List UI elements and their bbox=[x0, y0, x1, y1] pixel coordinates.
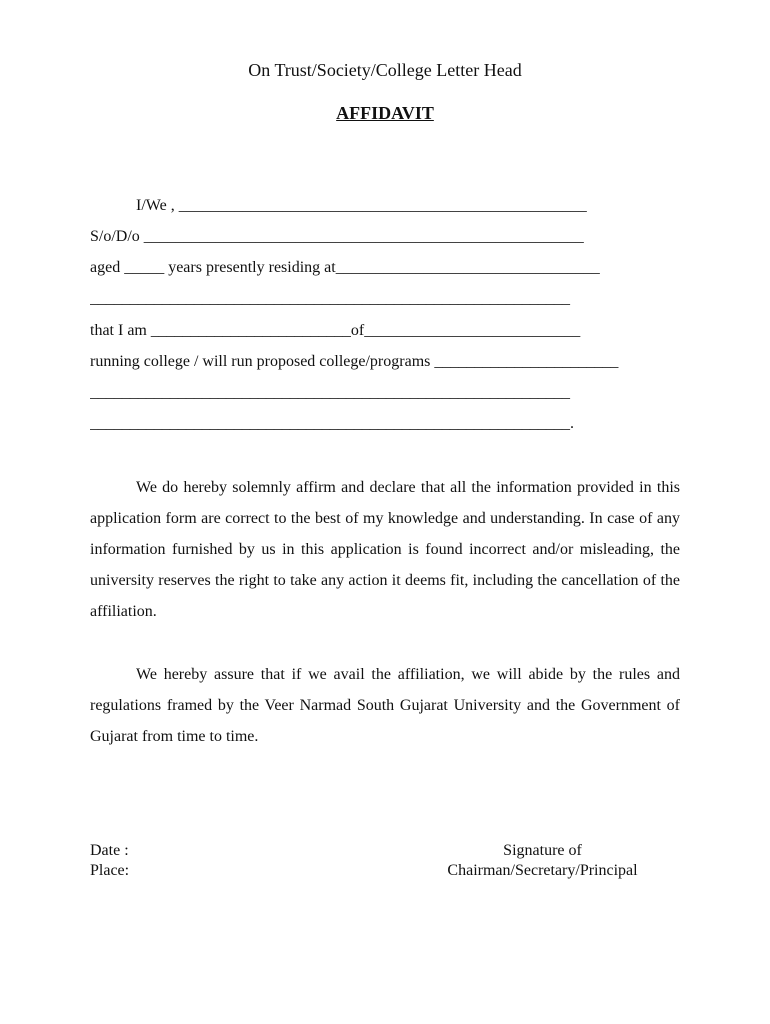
form-line-programs-end: ____________________________________________________________. bbox=[90, 415, 574, 432]
form-line-designation: that I am _________________________of___________________________ bbox=[90, 322, 581, 339]
form-line-programs-cont: ____________________________________________________________ bbox=[90, 384, 570, 401]
date-label: Date : bbox=[90, 842, 129, 859]
assurance-paragraph bbox=[90, 659, 680, 752]
form-line-age-residence: aged _____ years presently residing at_________________________________ bbox=[90, 259, 600, 276]
form-line-parent: S/o/D/o _______________________________________________________ bbox=[90, 228, 584, 245]
declaration-text: We do hereby solemnly affirm and declare that all the information provided in this application form are correct to the best of my knowledge and understanding. In case of any information furnished by us in this application is found incorrect and/or misleading, the university reserves the right to take any action it deems fit, including the cancellation of the affiliation. bbox=[90, 479, 680, 620]
signature-label: Signature of bbox=[503, 842, 582, 859]
letterhead-note: On Trust/Society/College Letter Head bbox=[248, 60, 522, 80]
form-line-college-programs: running college / will run proposed college/programs _______________________ bbox=[90, 353, 619, 370]
declaration-paragraph bbox=[90, 472, 680, 627]
place-label: Place: bbox=[90, 862, 130, 879]
form-line-residence-cont: ____________________________________________________________ bbox=[90, 290, 570, 307]
signatory-designation: Chairman/Secretary/Principal bbox=[447, 862, 638, 879]
assurance-text: We hereby assure that if we avail the affiliation, we will abide by the rules and regulations framed by the Veer Narmad South Gujarat University and the Government of Gujarat from time to time. bbox=[90, 666, 680, 745]
document-title: AFFIDAVIT bbox=[336, 103, 434, 123]
form-line-name: I/We , ___________________________________________________ bbox=[136, 197, 587, 214]
